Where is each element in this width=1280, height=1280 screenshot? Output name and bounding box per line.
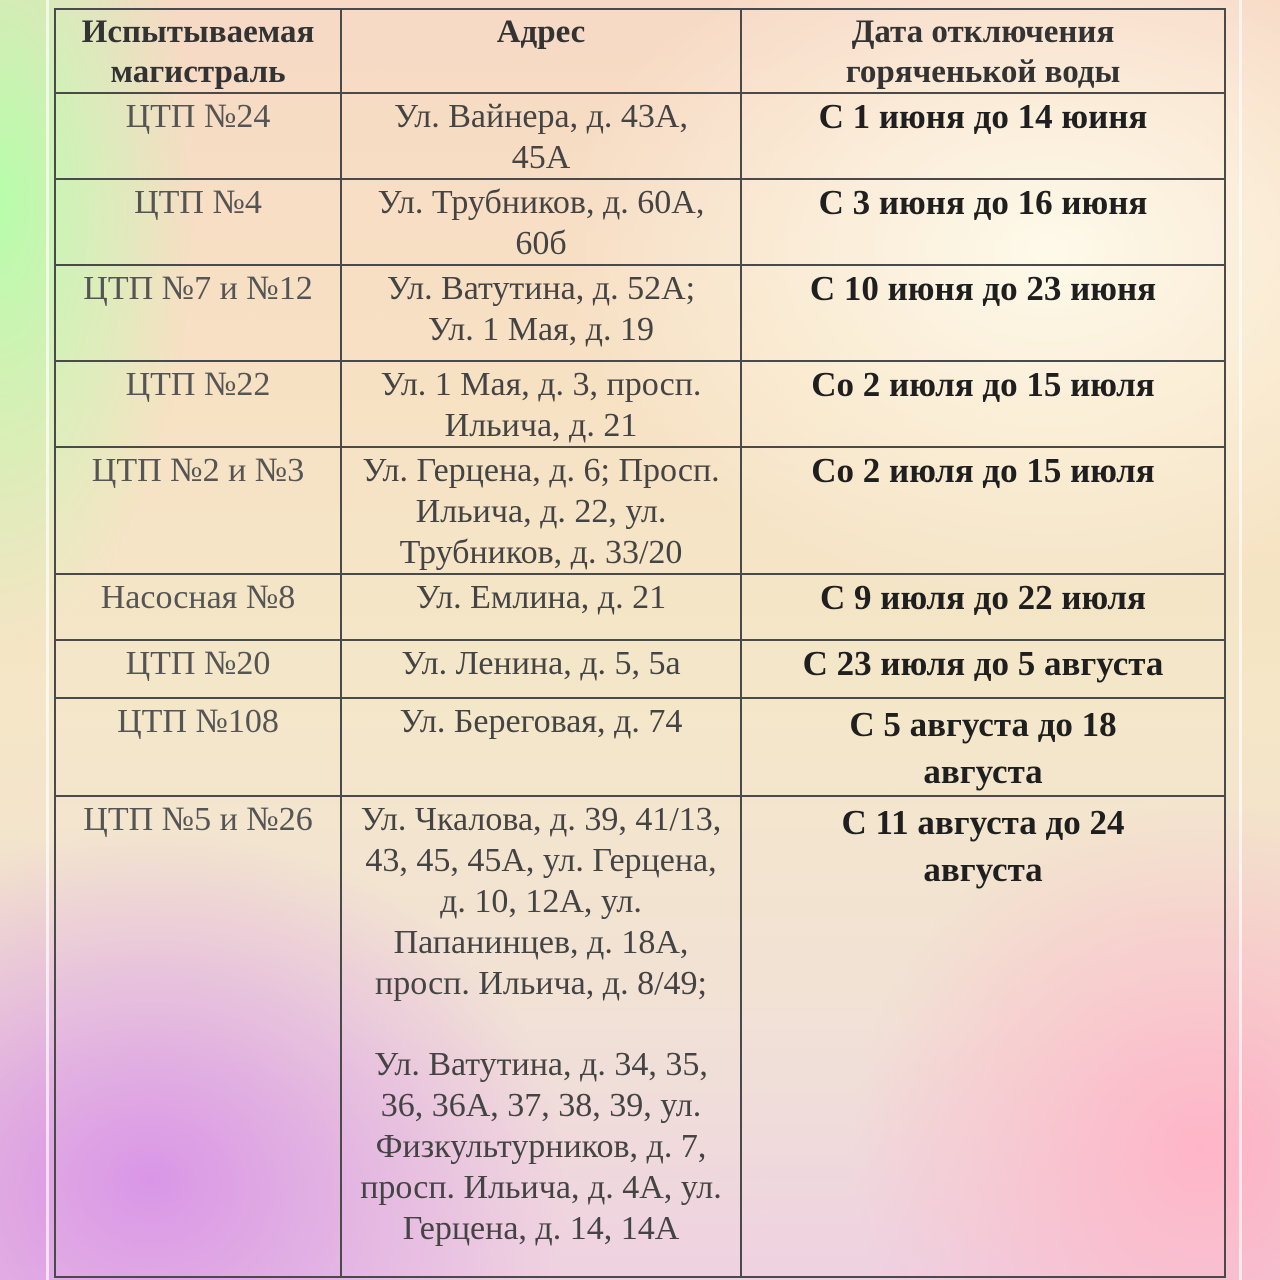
date-cell: Со 2 июля до 15 июля	[741, 447, 1225, 574]
header-line: Испытываемая магистраль	[55, 9, 341, 93]
address-block-2: Ул. Ватутина, д. 34, 35, 36, 36А, 37, 38, 39, ул. Физкультурников, д. 7, просп. Ильича, д. 4А, ул. Герцена, д. 14, 14А	[360, 1046, 722, 1247]
address-cell	[341, 796, 741, 1277]
date-cell: С 1 июня до 14 юиня	[741, 93, 1225, 179]
line-cell: ЦТП №24	[55, 93, 341, 179]
date-cell: С 5 августа до 18 августа	[741, 698, 1225, 796]
header-date: Дата отключения горяченькой воды	[741, 9, 1225, 93]
table-row	[55, 796, 1225, 1277]
table-row	[55, 179, 1225, 265]
address-gap	[358, 1004, 724, 1044]
table-row	[55, 574, 1225, 640]
line-cell: ЦТП №20	[55, 640, 341, 698]
date-cell: С 23 июля до 5 августа	[741, 640, 1225, 698]
address-cell: Ул. Ватутина, д. 52А; Ул. 1 Мая, д. 19	[341, 265, 741, 361]
table-row	[55, 698, 1225, 796]
address-cell: Ул. 1 Мая, д. 3, просп. Ильича, д. 21	[341, 361, 741, 447]
date-cell: С 11 августа до 24 августа	[741, 796, 1225, 1277]
address-cell: Ул. Вайнера, д. 43А, 45А	[341, 93, 741, 179]
line-cell: ЦТП №5 и №26	[55, 796, 341, 1277]
address-block-1: Ул. Чкалова, д. 39, 41/13, 43, 45, 45А, ул. Герцена, д. 10, 12А, ул. Папанинцев, д. 18А, просп. Ильича, д. 8/49;	[360, 801, 722, 1002]
address-cell: Ул. Герцена, д. 6; Просп. Ильича, д. 22, ул. Трубников, д. 33/20	[341, 447, 741, 574]
address-cell: Ул. Емлина, д. 21	[341, 574, 741, 640]
address-cell: Ул. Трубников, д. 60А, 60б	[341, 179, 741, 265]
date-cell: С 9 июля до 22 июля	[741, 574, 1225, 640]
table-row	[55, 265, 1225, 361]
hot-water-schedule-table	[54, 8, 1226, 1278]
address-cell: Ул. Ленина, д. 5, 5а	[341, 640, 741, 698]
header-address: Адрес	[341, 9, 741, 93]
table-row	[55, 640, 1225, 698]
date-cell: С 3 июня до 16 июня	[741, 179, 1225, 265]
table-row	[55, 93, 1225, 179]
line-cell: ЦТП №7 и №12	[55, 265, 341, 361]
table-row	[55, 361, 1225, 447]
line-cell: ЦТП №2 и №3	[55, 447, 341, 574]
date-cell: С 10 июня до 23 июня	[741, 265, 1225, 361]
line-cell: ЦТП №22	[55, 361, 341, 447]
line-cell: ЦТП №4	[55, 179, 341, 265]
address-cell: Ул. Береговая, д. 74	[341, 698, 741, 796]
line-cell: Насосная №8	[55, 574, 341, 640]
date-cell: Со 2 июля до 15 июля	[741, 361, 1225, 447]
table-header-row	[55, 9, 1225, 93]
line-cell: ЦТП №108	[55, 698, 341, 796]
table-row	[55, 447, 1225, 574]
